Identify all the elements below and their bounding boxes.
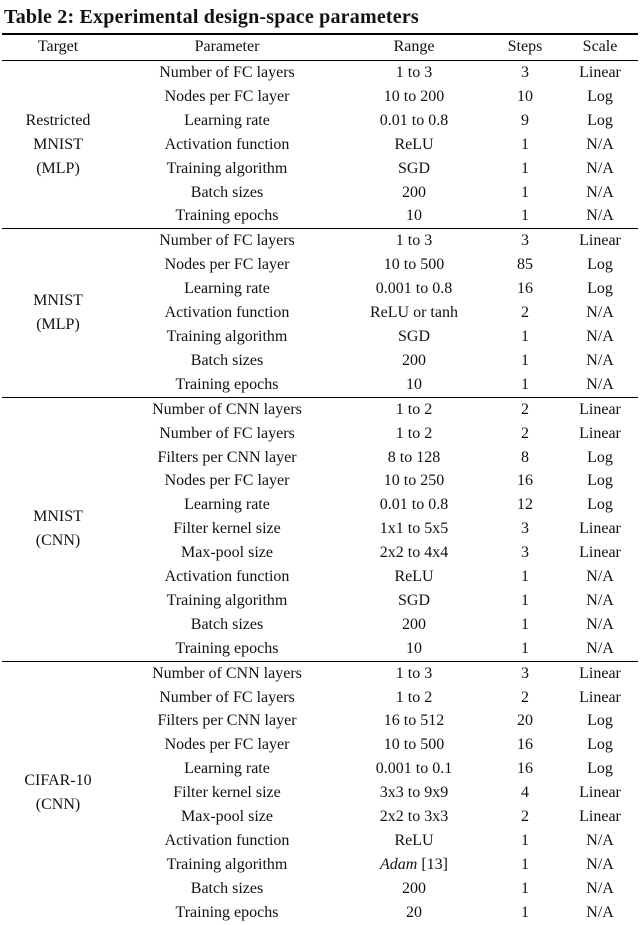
steps-cell: 3 <box>488 229 562 253</box>
steps-cell: 1 <box>521 855 529 873</box>
table-row <box>2 661 638 685</box>
range-cell: 10 to 500 <box>383 736 445 754</box>
parameter-cell: Number of CNN layers <box>114 397 340 421</box>
range-cell: 1 to 2 <box>340 397 488 421</box>
range-cell: 10 <box>406 375 422 393</box>
scale-cell: N/A <box>586 304 614 322</box>
parameter-cell: Training epochs <box>175 207 279 225</box>
parameter-cell: Number of FC layers <box>159 424 295 442</box>
range-cell <box>340 853 488 877</box>
column-header: Target <box>2 34 114 61</box>
range-cell: 0.001 to 0.1 <box>375 760 453 778</box>
scale-cell: Log <box>587 496 613 514</box>
design-space-table <box>2 33 638 925</box>
range-cell: SGD <box>397 159 430 177</box>
parameter-cell: Filters per CNN layer <box>157 448 297 466</box>
scale-cell: Log <box>587 760 613 778</box>
range-cell: 10 to 250 <box>383 472 445 490</box>
steps-cell: 1 <box>521 351 529 369</box>
steps-cell: 8 <box>521 448 529 466</box>
steps-cell: 9 <box>521 111 529 129</box>
range-cell: ReLU <box>394 568 434 586</box>
range-cell: 200 <box>402 615 426 633</box>
steps-cell: 1 <box>521 375 529 393</box>
scale-cell: Log <box>587 111 613 129</box>
range-cell: 200 <box>402 351 426 369</box>
range-cell: 1 to 3 <box>395 64 433 81</box>
target-line: (MLP) <box>36 316 80 334</box>
scale-cell: Linear <box>579 808 621 826</box>
target-line: (CNN) <box>35 796 81 814</box>
scale-cell: N/A <box>586 832 614 849</box>
steps-cell: 16 <box>517 280 533 298</box>
parameter-cell: Batch sizes <box>190 183 264 201</box>
range-cell: 10 <box>406 639 422 657</box>
parameter-cell: Training epochs <box>175 903 279 921</box>
range-cell: 1 to 2 <box>395 688 433 706</box>
target-line: Restricted <box>25 111 91 129</box>
table-caption: Table 2: Experimental design-space parameters <box>4 6 419 28</box>
column-header: Parameter <box>114 34 340 61</box>
parameter-cell: Number of FC layers <box>159 64 295 81</box>
header-row <box>2 34 638 61</box>
range-cell: 0.01 to 0.8 <box>379 496 449 514</box>
scale-cell: Log <box>587 256 613 274</box>
parameter-cell: Nodes per FC layer <box>164 256 290 274</box>
scale-cell: Log <box>587 280 613 298</box>
steps-cell: 2 <box>521 808 529 826</box>
steps-cell: 16 <box>517 760 533 778</box>
steps-cell: 2 <box>521 304 529 322</box>
parameter-cell: Batch sizes <box>190 615 264 633</box>
scale-cell: Linear <box>562 229 638 253</box>
range-text: [13] <box>417 855 448 873</box>
steps-cell: 2 <box>521 424 529 442</box>
parameter-cell: Nodes per FC layer <box>164 87 290 105</box>
range-cell: ReLU <box>394 135 434 153</box>
scale-cell: Linear <box>579 784 621 802</box>
range-cell: 2x2 to 4x4 <box>379 544 449 562</box>
scale-cell: N/A <box>586 183 614 201</box>
parameter-cell: Batch sizes <box>190 351 264 369</box>
steps-cell: 3 <box>521 520 529 538</box>
range-cell: 1x1 to 5x5 <box>379 520 449 538</box>
parameter-cell: Training algorithm <box>166 159 288 177</box>
target-cell <box>2 661 114 925</box>
range-cell: 3x3 to 9x9 <box>379 784 449 802</box>
range-cell: 1 to 2 <box>395 424 433 442</box>
range-cell: 8 to 128 <box>387 448 441 466</box>
steps-cell: 2 <box>488 397 562 421</box>
steps-cell: 1 <box>521 879 529 897</box>
parameter-cell: Activation function <box>164 135 290 153</box>
steps-cell: 16 <box>517 472 533 490</box>
table-body <box>2 61 638 925</box>
scale-cell: Linear <box>562 661 638 685</box>
table-header <box>2 34 638 61</box>
steps-cell: 20 <box>517 712 533 730</box>
range-cell: 1 to 3 <box>340 229 488 253</box>
steps-cell: 3 <box>521 64 529 81</box>
range-cell: SGD <box>397 327 430 345</box>
parameter-cell: Training algorithm <box>166 855 288 873</box>
range-cell: 200 <box>402 183 426 201</box>
scale-cell: Log <box>587 472 613 490</box>
range-cell: SGD <box>397 591 430 609</box>
parameter-cell: Learning rate <box>184 496 270 514</box>
range-cell: 10 to 500 <box>383 256 445 274</box>
scale-cell: N/A <box>586 351 614 369</box>
parameter-cell: Number of CNN layers <box>114 661 340 685</box>
steps-cell: 85 <box>517 256 533 274</box>
parameter-cell: Filter kernel size <box>173 784 281 802</box>
parameter-cell: Max-pool size <box>181 808 273 826</box>
steps-cell: 1 <box>521 135 529 153</box>
parameter-cell: Training algorithm <box>166 327 288 345</box>
scale-cell: N/A <box>586 375 614 393</box>
range-cell: ReLU <box>394 832 434 849</box>
scale-cell: N/A <box>586 135 614 153</box>
scale-cell: N/A <box>586 855 614 873</box>
steps-cell: 1 <box>521 568 529 586</box>
parameter-cell: Activation function <box>164 568 290 586</box>
target-line: (MLP) <box>36 159 80 177</box>
scale-cell: Log <box>587 448 613 466</box>
column-header: Range <box>340 34 488 61</box>
range-cell: 10 <box>406 207 422 225</box>
scale-cell: Linear <box>579 520 621 538</box>
parameter-cell: Learning rate <box>184 760 270 778</box>
target-line: MNIST <box>33 508 83 526</box>
parameter-cell: Training algorithm <box>166 591 288 609</box>
scale-cell: Linear <box>579 544 621 562</box>
steps-cell: 1 <box>521 207 529 225</box>
range-cell: ReLU or tanh <box>370 304 458 322</box>
scale-cell: N/A <box>586 207 614 225</box>
steps-cell: 16 <box>517 736 533 754</box>
scale-cell: N/A <box>586 879 614 897</box>
steps-cell: 1 <box>521 183 529 201</box>
steps-cell: 3 <box>521 544 529 562</box>
range-cell: 2x2 to 3x3 <box>379 808 449 826</box>
scale-cell: N/A <box>586 903 614 921</box>
target-cell <box>2 397 114 661</box>
scale-cell: Linear <box>579 64 621 81</box>
range-cell: 20 <box>406 903 422 921</box>
parameter-cell: Batch sizes <box>190 879 264 897</box>
steps-cell: 1 <box>521 159 529 177</box>
scale-cell: Linear <box>562 397 638 421</box>
parameter-cell: Nodes per FC layer <box>164 736 290 754</box>
scale-cell: N/A <box>586 639 614 657</box>
range-cell: 200 <box>402 879 426 897</box>
scale-cell: Log <box>587 87 613 105</box>
scale-cell: Linear <box>579 688 621 706</box>
parameter-cell: Filter kernel size <box>173 520 281 538</box>
steps-cell: 1 <box>521 832 529 849</box>
steps-cell: 10 <box>517 87 533 105</box>
target-cell <box>2 229 114 397</box>
target-line: MNIST <box>33 135 83 153</box>
scale-cell: N/A <box>586 327 614 345</box>
parameter-cell: Activation function <box>164 304 290 322</box>
range-cell: 0.01 to 0.8 <box>379 111 449 129</box>
parameter-cell: Learning rate <box>184 280 270 298</box>
scale-cell: Linear <box>579 424 621 442</box>
parameter-cell: Number of FC layers <box>159 688 295 706</box>
target-line: MNIST <box>33 292 83 310</box>
target-cell <box>2 61 114 229</box>
target-line: CIFAR-10 <box>24 772 92 790</box>
steps-cell: 1 <box>521 591 529 609</box>
parameter-cell: Max-pool size <box>181 544 273 562</box>
scale-cell: N/A <box>586 615 614 633</box>
steps-cell: 12 <box>517 496 533 514</box>
range-cell: 0.001 to 0.8 <box>375 280 453 298</box>
parameter-cell: Training epochs <box>175 375 279 393</box>
range-cell: 1 to 3 <box>340 661 488 685</box>
parameter-cell: Nodes per FC layer <box>164 472 290 490</box>
scale-cell: Log <box>587 736 613 754</box>
scale-cell: N/A <box>586 591 614 609</box>
target-line: (CNN) <box>35 532 81 550</box>
steps-cell: 4 <box>521 784 529 802</box>
parameter-cell: Learning rate <box>184 111 270 129</box>
steps-cell: 1 <box>521 639 529 657</box>
steps-cell: 1 <box>521 327 529 345</box>
table-row <box>2 229 638 253</box>
scale-cell: Log <box>587 712 613 730</box>
range-cell: 16 to 512 <box>383 712 445 730</box>
column-header: Steps <box>488 34 562 61</box>
column-header: Scale <box>562 34 638 61</box>
steps-cell: 2 <box>521 688 529 706</box>
range-cell: 10 to 200 <box>383 87 445 105</box>
parameter-cell: Training epochs <box>175 639 279 657</box>
parameter-cell: Activation function <box>164 832 290 849</box>
table-row <box>2 61 638 85</box>
scale-cell: N/A <box>586 159 614 177</box>
steps-cell: 1 <box>521 903 529 921</box>
table-row <box>2 397 638 421</box>
steps-cell: 3 <box>488 661 562 685</box>
parameter-cell: Filters per CNN layer <box>157 712 297 730</box>
range-text-italic: Adam <box>380 855 418 873</box>
parameter-cell: Number of FC layers <box>114 229 340 253</box>
scale-cell: N/A <box>586 568 614 586</box>
steps-cell: 1 <box>521 615 529 633</box>
